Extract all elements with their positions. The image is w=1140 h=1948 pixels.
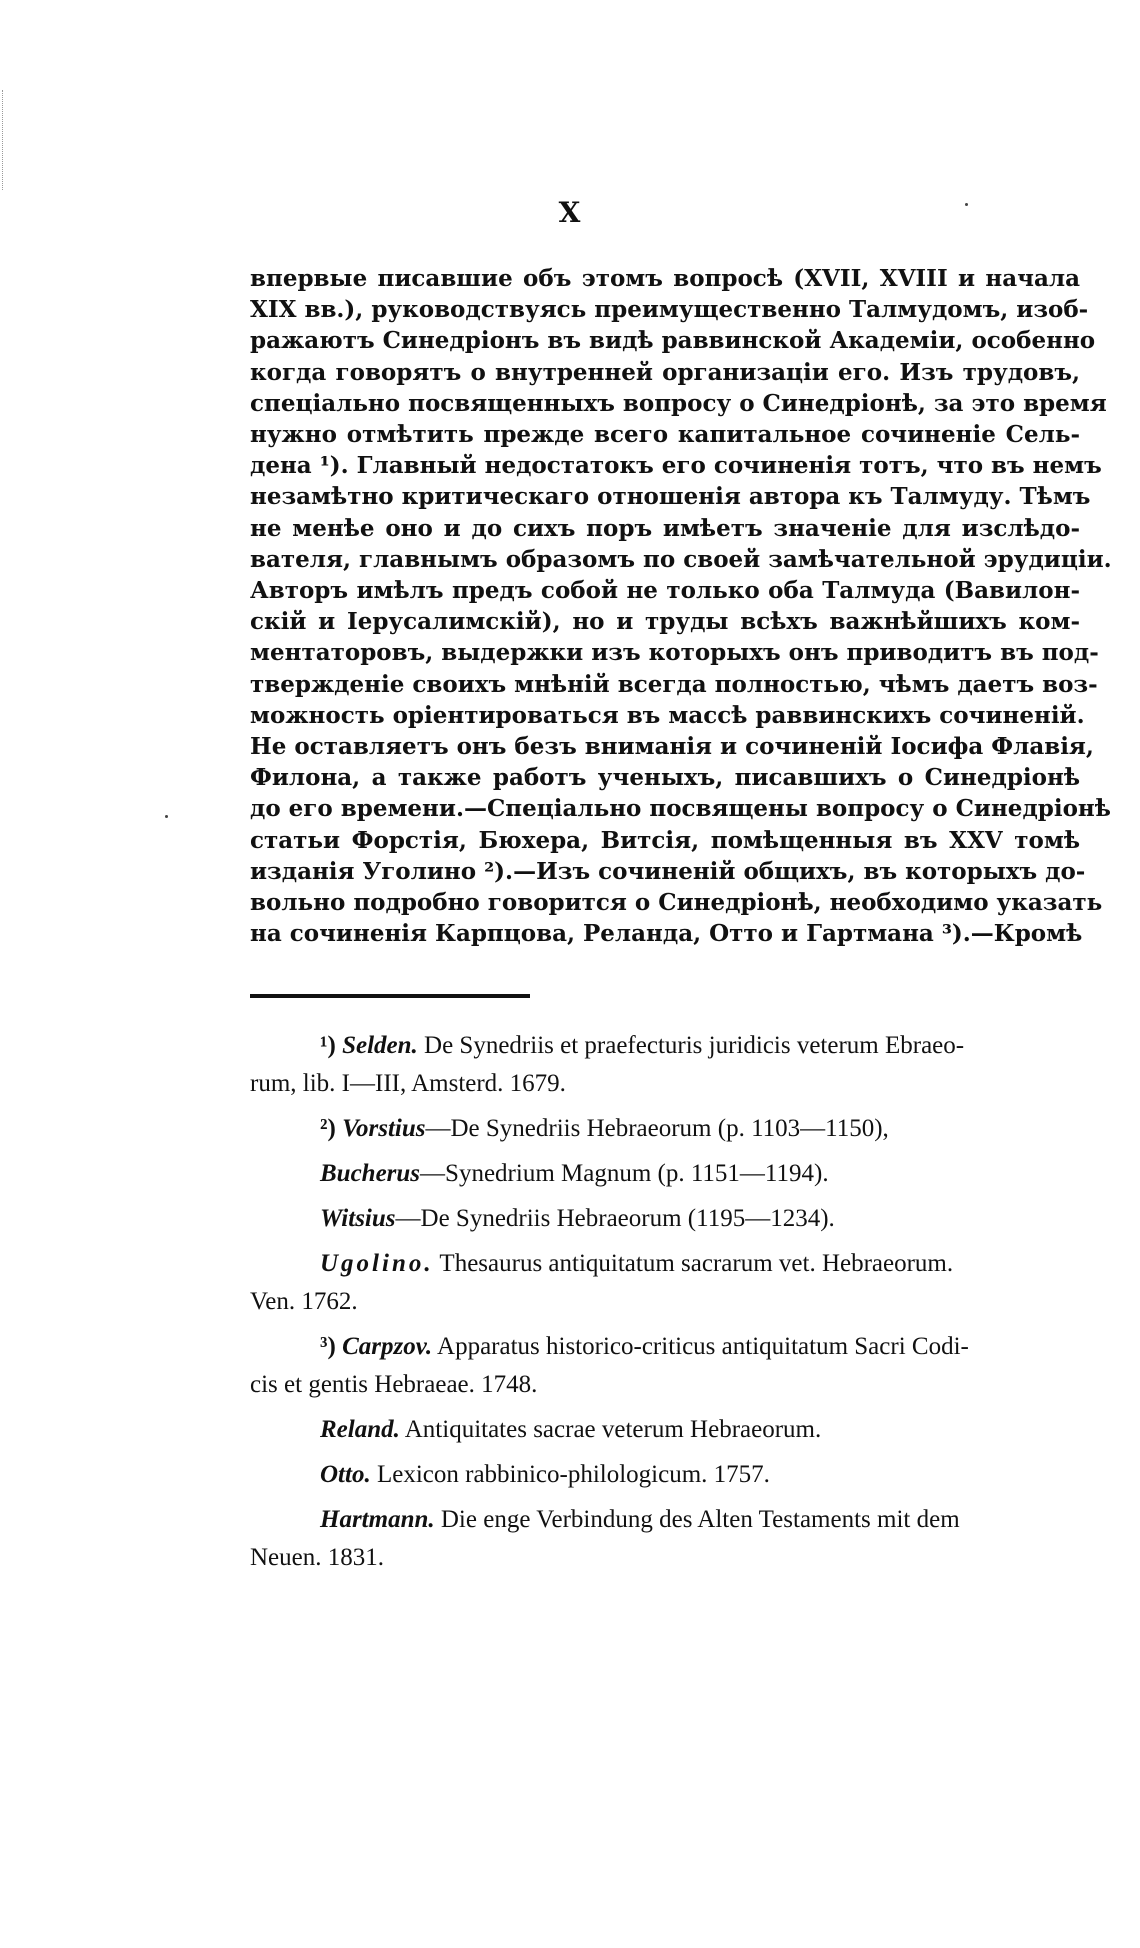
text-line: нужно отмѣтить прежде всего капитальное сочиненіе Сель-: [250, 421, 1080, 449]
print-speck: [165, 815, 168, 818]
footnotes: [250, 1027, 1080, 1584]
text-line: XIX вв.), руководствуясь преимущественно Талмудомъ, изоб-: [250, 296, 1089, 324]
footnote-3-entry: [250, 1501, 1080, 1577]
footnote-2-entry: [250, 1200, 1080, 1238]
footnote-text: Apparatus historico-criticus antiquitatum Sacri Codi-: [437, 1333, 969, 1360]
footnote-author: Hartmann.: [320, 1506, 435, 1533]
text-line: твержденіе своихъ мнѣній всегда полностью, чѣмъ даетъ воз-: [250, 670, 1098, 698]
footnote-text: Thesaurus antiquitatum sacrarum vet. Hebraeorum.: [439, 1250, 954, 1277]
footnote-text-continued: cis et gentis Hebraeae. 1748.: [250, 1371, 538, 1398]
footnote-3-entry: [250, 1456, 1080, 1494]
footnote-3-entry: [250, 1411, 1080, 1449]
text-line: статьи Форстія, Бюхера, Витсія, помѣщенныя въ XXV томѣ: [250, 826, 1080, 854]
footnote-marker: ¹): [320, 1032, 336, 1059]
footnote-text: —Synedrium Magnum (p. 1151—1194).: [420, 1160, 829, 1187]
footnote-3: [250, 1328, 1080, 1404]
footnote-author: Witsius: [320, 1205, 396, 1232]
footnote-text: Die enge Verbindung des Alten Testaments mit dem: [440, 1506, 960, 1533]
footnote-author: Otto.: [320, 1461, 371, 1488]
text-line: незамѣтно критическаго отношенія автора къ Талмуду. Тѣмъ: [250, 483, 1091, 511]
page-number: X: [558, 196, 582, 229]
footnote-marker: ³): [320, 1333, 336, 1360]
text-line: ражаютъ Синедріонъ въ видѣ раввинской Академіи, особенно: [250, 327, 1096, 355]
footnote-author: Carpzov.: [342, 1333, 433, 1360]
text-line: скій и Іерусалимскій), но и труды всѣхъ важнѣйшихъ ком-: [250, 608, 1080, 636]
footnote-2: [250, 1110, 1080, 1148]
text-line: Филона, а также работъ ученыхъ, писавшихъ о Синедріонѣ: [250, 764, 1080, 792]
footnote-text-continued: Neuen. 1831.: [250, 1544, 384, 1571]
text-line: дена ¹). Главный недостатокъ его сочиненія тотъ, что въ немъ: [250, 452, 1102, 480]
footnote-text: Antiquitates sacrae veterum Hebraeorum.: [404, 1416, 822, 1443]
footnote-author: Bucherus: [320, 1160, 421, 1187]
footnote-marker: ²): [320, 1115, 336, 1142]
text-line: спеціально посвященныхъ вопросу о Синедріонѣ, за это время: [250, 389, 1107, 417]
text-line: изданія Уголино ²).—Изъ сочиненій общихъ, въ которыхъ до-: [250, 857, 1086, 885]
margin-edge-marks: [2, 90, 5, 190]
footnote-text-continued: rum, lib. I—III, Amsterd. 1679.: [250, 1070, 566, 1097]
text-line: до его времени.—Спеціально посвящены вопросу о Синедріонѣ: [250, 795, 1111, 823]
text-line: Не оставляетъ онъ безъ вниманія и сочиненій Іосифа Флавія,: [250, 733, 1094, 761]
footnote-author: Vorstius: [342, 1115, 426, 1142]
text-line: вольно подробно говорится о Синедріонѣ, необходимо указать: [250, 889, 1103, 917]
footnote-author: Ugolino.: [320, 1250, 434, 1277]
footnote-author: Selden.: [342, 1032, 418, 1059]
footnote-text: De Synedriis et praefecturis juridicis veterum Ebraeo-: [424, 1032, 965, 1059]
body-text: [250, 263, 1112, 949]
text-line: впервые писавшие объ этомъ вопросѣ (XVII, XVIII и начала: [250, 265, 1080, 292]
footnote-text-continued: Ven. 1762.: [250, 1288, 358, 1315]
footnote-text: —De Synedriis Hebraeorum (1195—1234).: [395, 1205, 835, 1232]
text-line: когда говорятъ о внутренней организаціи его. Изъ трудовъ,: [250, 358, 1080, 386]
footnote-1: [250, 1027, 1080, 1103]
text-line: можность оріентироваться въ массѣ раввинскихъ сочиненій.: [250, 701, 1085, 729]
footnote-2-entry: [250, 1155, 1080, 1193]
footnote-2-entry: [250, 1245, 1080, 1321]
text-line: на сочиненія Карпцова, Реланда, Отто и Гартмана ³).—Кромѣ: [250, 920, 1083, 948]
text-line: не менѣе оно и до сихъ поръ имѣетъ значеніе для изслѣдо-: [250, 514, 1080, 542]
footnote-author: Reland.: [320, 1416, 400, 1443]
text-line: Авторъ имѣлъ предъ собой не только оба Талмуда (Вавилон-: [250, 577, 1080, 605]
text-line: ментаторовъ, выдержки изъ которыхъ онъ приводитъ въ под-: [250, 639, 1099, 667]
footnote-text: Lexicon rabbinico-philologicum. 1757.: [376, 1461, 770, 1488]
text-line: вателя, главнымъ образомъ по своей замѣчательной эрудиціи.: [250, 545, 1112, 573]
footnote-text: —De Synedriis Hebraeorum (p. 1103—1150),: [425, 1115, 889, 1142]
print-speck: [965, 203, 968, 206]
footnote-separator-rule: [250, 994, 530, 998]
